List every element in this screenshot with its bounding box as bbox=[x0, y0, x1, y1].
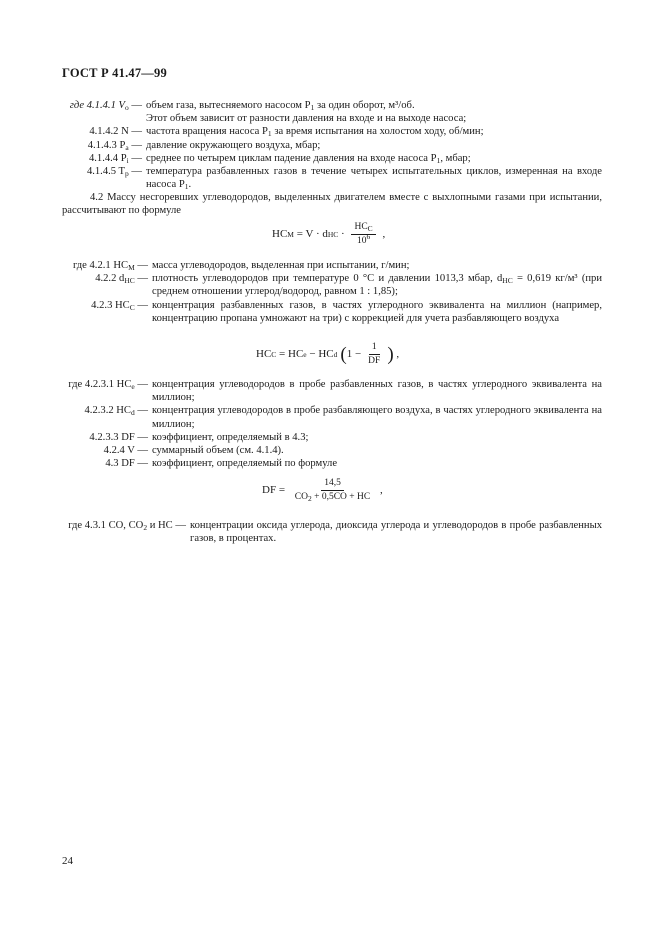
definition-row: 4.2.3.3 DF — коэффициент, определяемый в 4.3; bbox=[89, 431, 309, 443]
document-header: ГОСТ Р 41.47—99 bbox=[62, 66, 167, 80]
definition-row: 4.1.4.3 $P_a$ — давление окружающего воздуха, мбар; bbox=[87, 139, 321, 152]
definition-row: где 4.1.4.1 $V_o$ — объем газа, вытесняемого насосом $P_1$ за один оборот, м³/об. bbox=[69, 100, 415, 112]
definition-row: где 4.3.1 CO, $CO_2$ и HC — концентрации оксида углерода, диоксида углерода и углеводородов в пробе разбавленных газов, в процентах. bbox=[68, 520, 602, 545]
definition-row: где 4.2.1 $HC_M$ — масса углеводородов, выделенная при испытании, г/мин; bbox=[72, 260, 410, 272]
fraction: $\frac{HC_C}{10^6}$ bbox=[351, 222, 375, 247]
formula-hc-corrected: HC C = HC e − HC d ( 1 − $\frac{1}{DF}$ ) , bbox=[256, 342, 400, 366]
definition-row: 4.2.3 $HC_C$ — концентрация разбавленных газов, в частях углеродного эквивалента на миллион (например, концентрацию пропана умножают на три) с коррекцией для учета разбавляющего воздуха bbox=[91, 299, 602, 324]
definition-row: 4.1.4.5 $T_p$ — температура разбавленных газов в течение четырех испытательных циклов, измеренная на входе насоса $P_1$. bbox=[86, 166, 602, 192]
page-number: 24 bbox=[62, 855, 73, 867]
paragraph-4-2: 4.2 Массу несгоревших углеводородов, выделенных двигателем вместе с выхлопными газами при испытании, рассчитывают по формуле bbox=[62, 192, 602, 217]
definition-row: где 4.2.3.1 $HC_e$ — концентрация углеводородов в пробе разбавленных газов, в частях углеродного эквивалента на миллион; bbox=[68, 379, 602, 404]
formula-df: DF = $\frac{14,5}{CO_2 + 0,5CO + HC}$ , bbox=[262, 478, 383, 503]
formula-hc-mass: HC M = V · d HC · $\frac{HC_C}{10^6}$ , bbox=[272, 222, 386, 246]
definition-row: 4.2.3.2 $HC_d$ — концентрация углеводородов в пробе разбавляющего воздуха, в частях углеродного эквивалента на миллион; bbox=[84, 405, 602, 430]
definitions-4-2-3 bbox=[62, 378, 602, 470]
definitions-4-2 bbox=[62, 259, 602, 325]
left-paren: ( bbox=[340, 344, 347, 365]
fraction: $\frac{1}{DF}$ bbox=[368, 342, 381, 366]
definition-row: 4.1.4.2 N — частота вращения насоса $P_1$ за время испытания на холостом ходу, об/мин; bbox=[89, 126, 484, 139]
definitions-4-1-4 bbox=[62, 99, 602, 191]
fraction: $\frac{14,5}{CO_2 + 0,5CO + HC}$ bbox=[294, 478, 371, 503]
definition-row: 4.2.4 V — суммарный объем (см. 4.1.4). bbox=[103, 445, 284, 457]
definition-row: 4.3 DF — коэффициент, определяемый по формуле bbox=[105, 458, 338, 470]
definition-row: 4.2.2 $d_{HC}$ — плотность углеводородов при температуре 0 °С и давлении 1013,3 мбар, $d_{HC} = 0,619$ кг/м³ (при среднем отношении углерод/водород, равном 1 : 1,85); bbox=[95, 273, 602, 298]
definition-4-3-1 bbox=[62, 519, 602, 545]
right-paren: ) bbox=[387, 344, 394, 365]
definition-row: 4.1.4.4 $P_i$ — среднее по четырем циклам падение давления на входе насоса $P_1$, мбар; bbox=[88, 152, 471, 165]
definition-row: Этот объем зависит от разности давления на входе и на выходе насоса; bbox=[146, 113, 467, 125]
